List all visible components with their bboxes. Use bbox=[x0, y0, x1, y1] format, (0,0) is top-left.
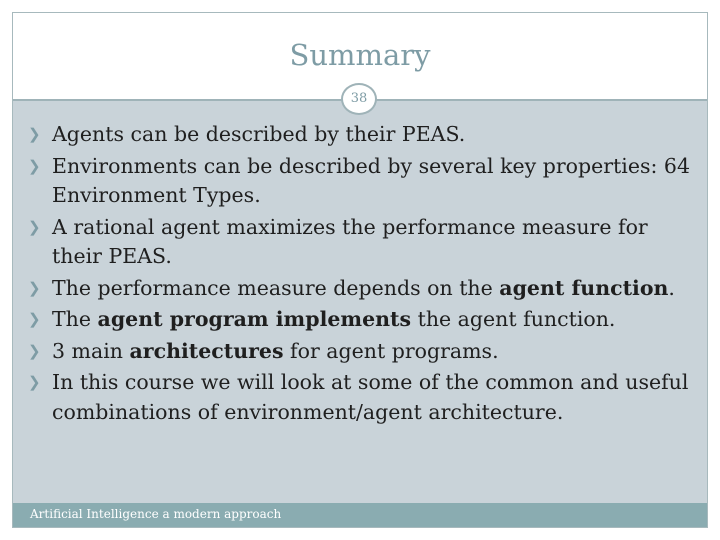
bullet-bold-text: agent function bbox=[499, 275, 669, 300]
bullet-item bbox=[24, 120, 700, 150]
bullet-marker-icon: ❯ bbox=[28, 310, 41, 328]
bullet-item bbox=[24, 337, 700, 367]
bullet-text: The performance measure depends on the bbox=[52, 275, 500, 300]
bullet-bold-text: agent program implements bbox=[97, 307, 412, 331]
bullet-text: 3 main bbox=[52, 338, 130, 363]
bullet-marker-icon: ❯ bbox=[28, 217, 41, 236]
bullet-text: Environments can be described by several key properties: 64 Environment Types. bbox=[52, 153, 691, 207]
bullet-text: for agent programs. bbox=[283, 338, 499, 363]
bullet-item bbox=[24, 152, 700, 211]
bullet-marker-icon: ❯ bbox=[28, 125, 41, 143]
bullet-text: the agent function. bbox=[411, 307, 616, 331]
bullet-marker-icon: ❯ bbox=[28, 373, 41, 391]
bullet-item bbox=[24, 274, 700, 304]
bullet-marker-icon: ❯ bbox=[28, 278, 41, 297]
bullet-text: . bbox=[668, 275, 675, 300]
bullet-bold-text: architectures bbox=[129, 338, 284, 363]
bullet-marker-icon: ❯ bbox=[28, 341, 41, 360]
bullet-item bbox=[24, 368, 700, 427]
slide-title: Summary bbox=[289, 38, 431, 72]
footer-text: Artificial Intelligence a modern approach bbox=[30, 507, 282, 521]
bullet-item bbox=[24, 213, 700, 272]
bullet-list bbox=[24, 120, 700, 429]
bullet-marker-icon: ❯ bbox=[28, 156, 41, 175]
bullet-text: A rational agent maximizes the performance measure for their PEAS. bbox=[52, 214, 648, 268]
bullet-text: The bbox=[52, 307, 98, 331]
slide-number: 38 bbox=[341, 83, 377, 115]
bullet-text: In this course we will look at some of the common and useful combinations of environment/agent architecture. bbox=[52, 370, 689, 424]
bullet-item bbox=[24, 305, 700, 335]
bullet-text: Agents can be described by their PEAS. bbox=[52, 122, 466, 146]
